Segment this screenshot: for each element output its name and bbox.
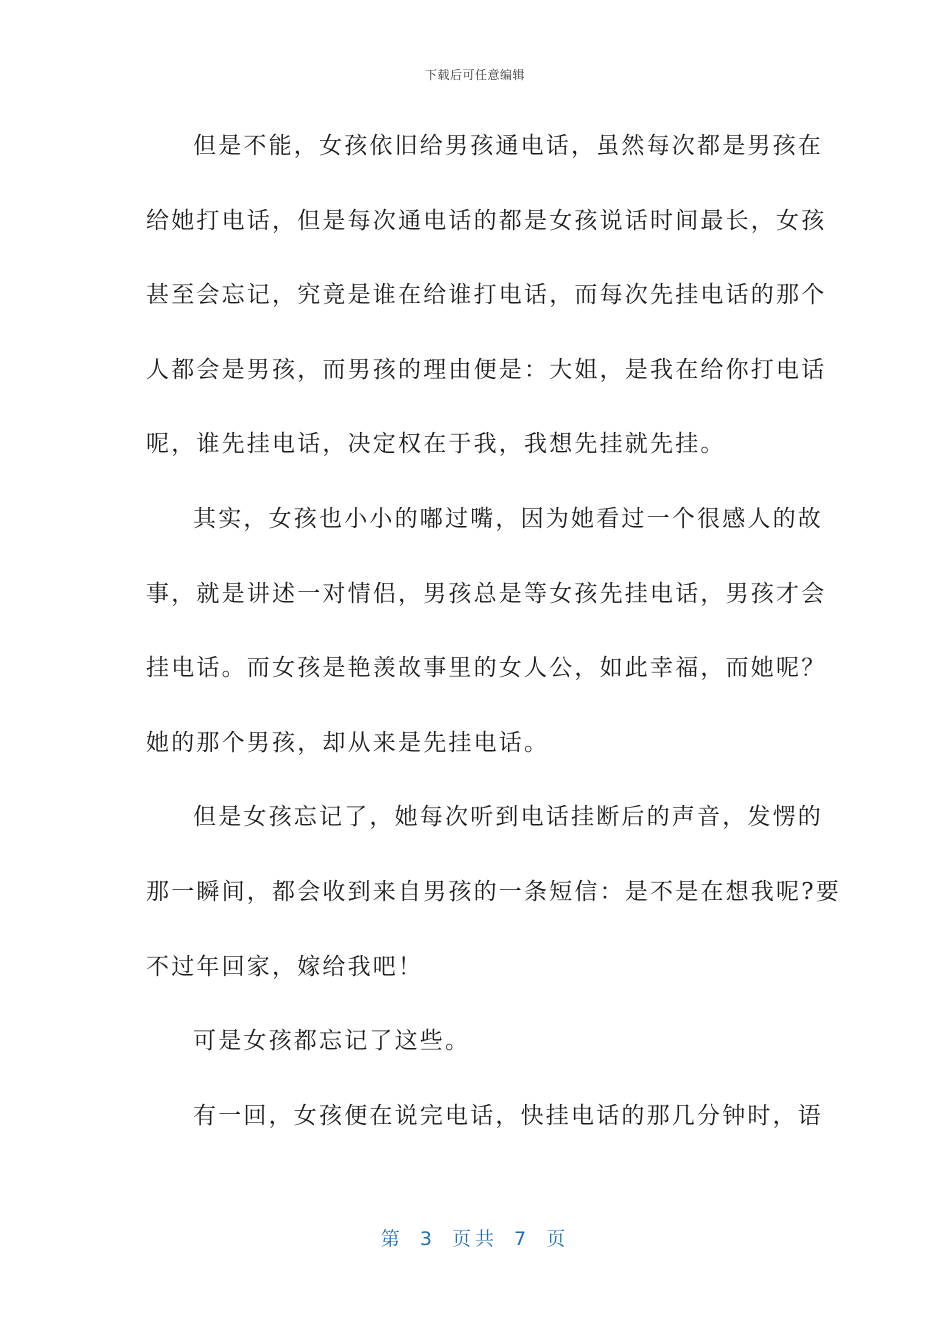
page-suffix: 页	[546, 1228, 570, 1250]
total-pages-number: 7	[514, 1228, 531, 1250]
text-line: 可是女孩都忘记了这些。	[193, 1028, 471, 1055]
text-line: 人都会是男孩，而男孩的理由便是：大姐，是我在给你打电话	[146, 356, 827, 383]
text-line: 有一回，女孩便在说完电话，快挂电话的那几分钟时，语	[193, 1102, 823, 1129]
page-header: 下载后可任意编辑	[424, 68, 525, 82]
text-line: 甚至会忘记，究竟是谁在给谁打电话，而每次先挂电话的那个	[146, 282, 827, 309]
text-line: 事，就是讲述一对情侣，男孩总是等女孩先挂电话，男孩才会	[146, 580, 827, 607]
current-page-number: 3	[419, 1228, 436, 1250]
text-line: 挂电话。而女孩是艳羡故事里的女人公，如此幸福，而她呢？	[146, 655, 827, 682]
text-line: 但是女孩忘记了，她每次听到电话挂断后的声音，发愣的	[193, 804, 823, 831]
page-mid-label: 页共	[451, 1228, 498, 1250]
page-prefix: 第	[380, 1228, 404, 1250]
text-line: 给她打电话，但是每次通电话的都是女孩说话时间最长，女孩	[146, 207, 827, 234]
text-line: 她的那个男孩，却从来是先挂电话。	[146, 729, 550, 756]
text-line: 呢，谁先挂电话，决定权在于我，我想先挂就先挂。	[146, 431, 726, 458]
document-body	[146, 122, 841, 1166]
text-line: 其实，女孩也小小的嘟过嘴，因为她看过一个很感人的故	[193, 505, 823, 532]
text-line: 不过年回家，嫁给我吧！	[146, 953, 424, 980]
page-number-footer	[0, 1224, 950, 1251]
text-line: 那一瞬间，都会收到来自男孩的一条短信：是不是在想我呢?要	[146, 878, 841, 905]
text-line: 但是不能，女孩依旧给男孩通电话，虽然每次都是男孩在	[193, 133, 823, 159]
